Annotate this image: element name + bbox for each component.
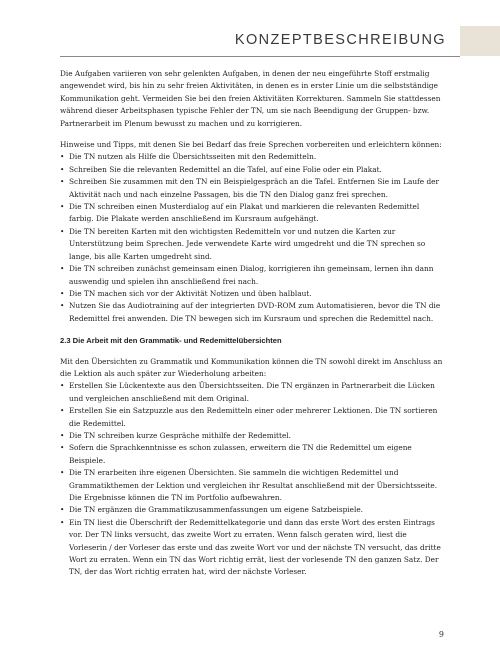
list-item: • Erstellen Sie ein Satzpuzzle aus den Redemitteln einer oder mehrerer Lektionen. Die TN sortieren die Redemittel. [60,405,444,430]
intro-paragraph: Die Aufgaben variieren von sehr gelenkten Aufgaben, in denen der neu eingeführte Stoff erstmalig angewendet wird, bis hin zu sehr freien Aktivitäten, in denen es in erster Linie um die selbstständige Kommunikation geht. Vermeiden Sie bei den freien Aktivitäten Korrekturen. Sammeln Sie stattdessen während dieser Arbeitsphasen typische Fehler der TN, um sie nach Beendigung der Gruppen- bzw. Partnerarbeit im Plenum bewusst zu machen und zu korrigieren. [60,69,441,128]
header-color-block [460,26,500,56]
tips-intro: Hinweise und Tipps, mit denen Sie bei Bedarf das freie Sprechen vorbereiten und erleichtern können: [60,140,442,150]
list-item: • Die TN nutzen als Hilfe die Übersichtsseiten mit den Redemitteln. [60,151,444,163]
list-item: • Ein TN liest die Überschrift der Redemittelkategorie und dann das erste Wort des ersten Eintrags vor. Der TN links versucht, das zweite Wort zu erraten. Wenn falsch geraten wird, liest die Vorleserin / der Vorleser das erste und das zweite Wort vor und der nächste TN versucht, das dritte Wort zu erraten. Wenn ein TN das Wort richtig errät, liest der vorlesende TN den ganzen Satz. Der TN, der das Wort richtig erraten hat, wird der nächste Vorleser. [60,517,444,579]
header-rule [60,56,460,57]
list-item: • Schreiben Sie die relevanten Redemittel an die Tafel, auf eine Folie oder ein Plakat. [60,164,444,176]
tips-list [60,151,444,325]
list-item: • Die TN bereiten Karten mit den wichtigsten Redemitteln vor und nutzen die Karten zur Unterstützung beim Sprechen. Jede verwendete Karte wird umgedreht und die TN sprechen so lange, bis alle Karten umgedreht sind. [60,226,444,263]
section-intro: Mit den Übersichten zu Grammatik und Kommunikation können die TN sowohl direkt im Anschluss an die Lektion als auch später zur Wiederholung arbeiten: [60,356,443,378]
list-item: • Die TN machen sich vor der Aktivität Notizen und üben halblaut. [60,288,444,300]
list-item: • Die TN erarbeiten ihre eigenen Übersichten. Sie sammeln die wichtigen Redemittel und Grammatikthemen der Lektion und vergleichen ihr Resultat anschließend mit der Übersichtsseite. Die Ergebnisse können die TN im Portfolio aufbewahren. [60,467,444,504]
list-item: • Die TN schreiben zunächst gemeinsam einen Dialog, korrigieren ihn gemeinsam, lernen ihn dann auswendig und spielen ihn anschließend frei nach. [60,263,444,288]
page-number: 9 [438,630,444,639]
list-item: • Nutzen Sie das Audiotraining auf der integrierten DVD-ROM zum Automatisieren, bevor die TN die Redemittel frei anwenden. Die TN bewegen sich im Kursraum und sprechen die Redemittel nach. [60,300,444,325]
page-header-title: KONZEPTBESCHREIBUNG [234,32,446,48]
list-item: • Sofern die Sprachkenntnisse es schon zulassen, erweitern die TN die Redemittel um eigene Beispiele. [60,442,444,467]
list-item: • Die TN ergänzen die Grammatikzusammenfassungen um eigene Satzbeispiele. [60,504,444,516]
section-list [60,380,444,579]
list-item: • Die TN schreiben kurze Gespräche mithilfe der Redemittel. [60,430,444,442]
page-content [60,68,444,589]
list-item: • Die TN schreiben einen Musterdialog auf ein Plakat und markieren die relevanten Redemittel farbig. Die Plakate werden anschließend im Kursraum aufgehängt. [60,201,444,226]
list-item: • Schreiben Sie zusammen mit den TN ein Beispielgespräch an die Tafel. Entfernen Sie im Laufe der Aktivität nach und nach einzelne Passagen, bis die TN den Dialog ganz frei sprechen. [60,176,444,201]
list-item: • Erstellen Sie Lückentexte aus den Übersichtsseiten. Die TN ergänzen in Partnerarbeit die Lücken und vergleichen anschließend mit dem Original. [60,380,444,405]
section-heading: 2.3 Die Arbeit mit den Grammatik- und Redemittelübersichten [60,336,282,346]
